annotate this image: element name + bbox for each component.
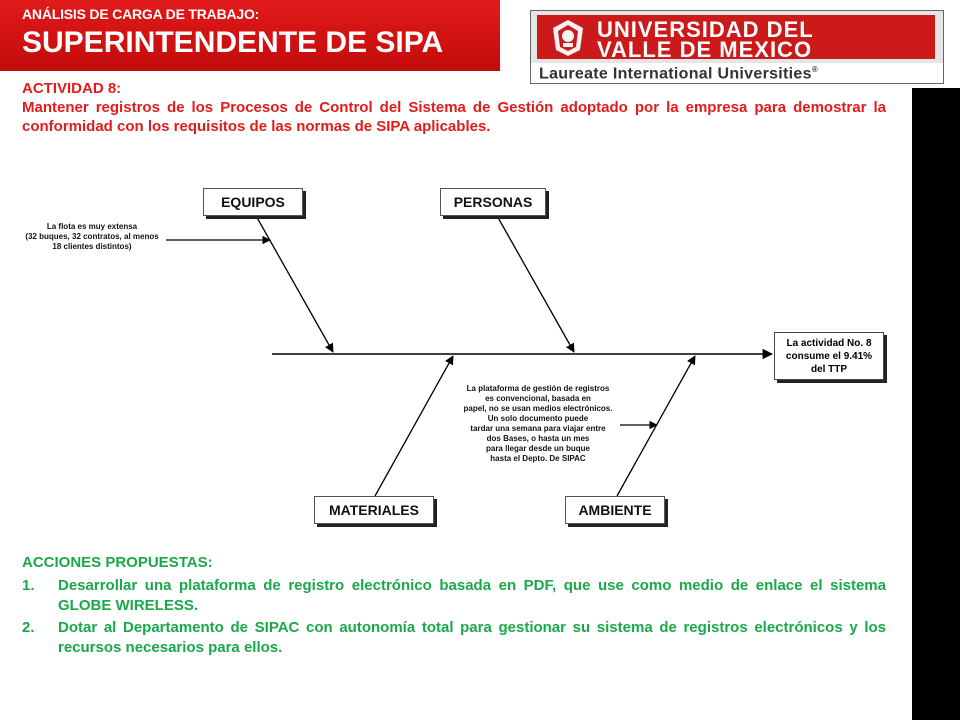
bone-ambiente [617,356,695,496]
note-ambiente-line: es convencional, basada en [485,394,591,403]
effect-line-1: La actividad No. 8 [786,337,872,349]
note-ambiente-line: Un solo documento puede [487,414,589,423]
effect-line-3: del TTP [810,363,848,375]
university-logo [530,10,944,84]
logo-tagline: Laureate International Universities [539,65,812,83]
category-equipos: EQUIPOS [203,188,303,216]
page-title: SUPERINTENDENTE DE SIPA [22,26,444,59]
action-text: Desarrollar una plataforma de registro electrónico basada en PDF, que use como medio de enlace el sistema GLOBE WIRELESS. [58,577,886,614]
logo-line-1: UNIVERSIDAD DEL [597,17,814,42]
note-ambiente-line: tardar una semana para viajar entre [470,424,606,433]
bone-personas [496,214,574,352]
note-equipos-line: La flota es muy extensa [46,222,138,231]
action-item [22,618,886,658]
crest-icon [547,16,589,58]
category-materiales: MATERIALES [314,496,434,524]
actions-list [22,576,886,660]
note-ambiente [448,384,628,464]
action-number: 1. [22,577,35,594]
title-band [0,0,500,68]
effect-box [774,332,884,380]
action-text: Dotar al Departamento de SIPAC con autonomía total para gestionar su sistema de registros electrónicos y los recursos necesarios para ellos. [58,619,886,656]
bone-materiales [375,356,453,496]
actions-title: ACCIONES PROPUESTAS: [22,554,213,571]
activity-title: ACTIVIDAD 8: [22,80,122,97]
note-ambiente-line: La plataforma de gestión de registros [466,384,610,393]
activity-description: Mantener registros de los Procesos de Control del Sistema de Gestión adoptado por la empresa para demostrar la conformidad con los requisitos de las normas de SIPA aplicables. [22,99,886,135]
fishbone-diagram [0,180,900,530]
logo-top-band [531,11,943,63]
registered-mark: ® [811,65,819,74]
header-divider [0,68,500,71]
action-number: 2. [22,619,35,636]
header [0,0,960,83]
logo-tagline-band [531,63,943,83]
note-equipos-line: (32 buques, 32 contratos, al menos [25,232,159,241]
note-equipos [12,222,172,252]
note-ambiente-line: para llegar desde un buque [485,444,591,453]
note-ambiente-line: hasta el Depto. De SIPAC [490,454,586,463]
header-kicker: ANÁLISIS DE CARGA DE TRABAJO: [22,6,260,22]
effect-line-2: consume el 9.41% [785,350,873,362]
logo-red-band [537,15,935,62]
note-ambiente-line: papel, no se usan medios electrónicos. [463,404,613,413]
category-personas: PERSONAS [440,188,546,216]
right-black-strip [912,88,960,720]
action-item [22,576,886,616]
bone-equipos [255,214,333,352]
category-ambiente: AMBIENTE [565,496,665,524]
note-equipos-line: 18 clientes distintos) [52,242,132,251]
logo-tagline-wrap [539,65,818,83]
logo-line-2: VALLE DE MEXICO [597,37,813,62]
note-ambiente-line: dos Bases, o hasta un mes [486,434,590,443]
